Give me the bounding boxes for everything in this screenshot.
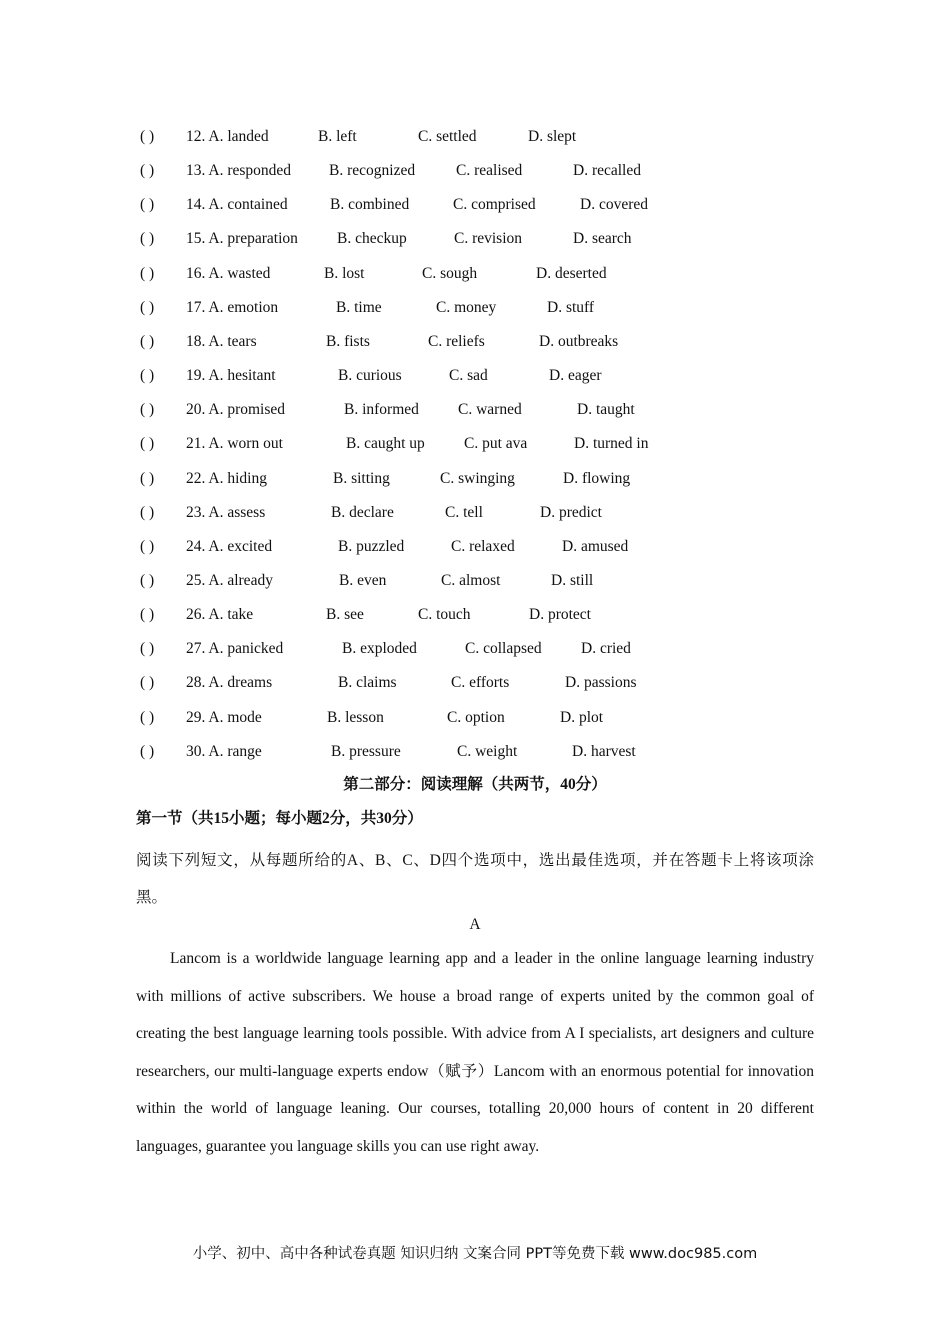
option-d: D. predict: [540, 504, 602, 521]
option-b: B. curious: [338, 367, 402, 384]
option-a: 25. A. already: [186, 572, 273, 589]
option-c: C. put ava: [464, 435, 528, 452]
option-a: 30. A. range: [186, 743, 262, 760]
option-d: D. cried: [581, 640, 631, 657]
option-b: B. caught up: [346, 435, 425, 452]
option-d: D. eager: [549, 367, 602, 384]
answer-blank[interactable]: ( ): [140, 128, 155, 145]
option-c: C. weight: [457, 743, 518, 760]
option-d: D. protect: [529, 606, 591, 623]
answer-blank[interactable]: ( ): [140, 435, 155, 452]
option-b: B. lost: [324, 265, 365, 282]
option-b: B. even: [339, 572, 387, 589]
answer-blank[interactable]: ( ): [140, 606, 155, 623]
option-a: 17. A. emotion: [186, 299, 279, 316]
option-b: B. checkup: [337, 230, 407, 247]
answer-blank[interactable]: ( ): [140, 162, 155, 179]
answer-blank[interactable]: ( ): [140, 470, 155, 487]
option-b: B. fists: [326, 333, 370, 350]
option-c: C. collapsed: [465, 640, 542, 657]
answer-blank[interactable]: ( ): [140, 367, 155, 384]
option-c: C. warned: [458, 401, 522, 418]
option-d: D. taught: [577, 401, 635, 418]
answer-blank[interactable]: ( ): [140, 299, 155, 316]
option-a: 16. A. wasted: [186, 265, 271, 282]
option-d: D. outbreaks: [539, 333, 619, 350]
answer-blank[interactable]: ( ): [140, 504, 155, 521]
option-c: C. money: [436, 299, 497, 316]
option-a: 13. A. responded: [186, 162, 292, 179]
option-a: 18. A. tears: [186, 333, 257, 350]
answer-blank[interactable]: ( ): [140, 401, 155, 418]
option-d: D. amused: [562, 538, 629, 555]
option-d: D. slept: [528, 128, 577, 145]
option-a: 20. A. promised: [186, 401, 286, 418]
option-c: C. touch: [418, 606, 471, 623]
option-d: D. passions: [565, 674, 637, 691]
option-c: C. efforts: [451, 674, 510, 691]
option-c: C. sough: [422, 265, 478, 282]
answer-blank[interactable]: ( ): [140, 572, 155, 589]
answer-blank[interactable]: ( ): [140, 640, 155, 657]
option-b: B. lesson: [327, 709, 384, 726]
option-c: C. settled: [418, 128, 477, 145]
option-d: D. deserted: [536, 265, 607, 282]
answer-blank[interactable]: ( ): [140, 709, 155, 726]
option-a: 26. A. take: [186, 606, 254, 623]
option-d: D. recalled: [573, 162, 641, 179]
subsection-title: 第一节（共15小题；每小题2分，共30分）: [136, 810, 423, 827]
option-b: B. exploded: [342, 640, 417, 657]
option-a: 21. A. worn out: [186, 435, 283, 452]
option-a: 24. A. excited: [186, 538, 273, 555]
option-d: D. flowing: [563, 470, 631, 487]
answer-blank[interactable]: ( ): [140, 265, 155, 282]
option-c: C. swinging: [440, 470, 515, 487]
option-d: D. stuff: [547, 299, 595, 316]
option-a: 29. A. mode: [186, 709, 262, 726]
option-c: C. almost: [441, 572, 501, 589]
answer-blank[interactable]: ( ): [140, 743, 155, 760]
option-d: D. turned in: [574, 435, 649, 452]
option-d: D. covered: [580, 196, 648, 213]
option-b: B. left: [318, 128, 357, 145]
option-a: 28. A. dreams: [186, 674, 273, 691]
option-c: C. tell: [445, 504, 483, 521]
option-a: 14. A. contained: [186, 196, 288, 213]
passage-label: A: [469, 916, 481, 933]
answer-blank[interactable]: ( ): [140, 230, 155, 247]
option-c: C. comprised: [453, 196, 536, 213]
instructions: 阅读下列短文，从每题所给的A、B、C、D四个选项中，选出最佳选项，并在答题卡上将该项涂黑。: [136, 852, 814, 906]
option-b: B. pressure: [331, 743, 401, 760]
answer-blank[interactable]: ( ): [140, 333, 155, 350]
option-c: C. revision: [454, 230, 523, 247]
option-c: C. realised: [456, 162, 523, 179]
answer-blank[interactable]: ( ): [140, 196, 155, 213]
option-d: D. plot: [560, 709, 604, 726]
option-b: B. claims: [338, 674, 397, 691]
option-b: B. informed: [344, 401, 419, 418]
answer-blank[interactable]: ( ): [140, 538, 155, 555]
option-b: B. combined: [330, 196, 410, 213]
option-c: C. option: [447, 709, 505, 726]
option-c: C. sad: [449, 367, 488, 384]
option-b: B. sitting: [333, 470, 390, 487]
option-b: B. time: [336, 299, 382, 316]
option-a: 23. A. assess: [186, 504, 266, 521]
passage-text: Lancom is a worldwide language learning app and a leader in the online language learning industry with millions of active subscribers. We house a broad range of experts united by the common goal of creating the best language learning tools possible. With advice from A I specialists, art designers and culture researchers, our multi-language experts endow（赋予）Lancom with an enormous potential for innovation within the world of language leaning. Our courses, totalling 20,000 hours of content in 20 different languages, guarantee you language skills you can use right away.: [136, 950, 814, 1155]
option-b: B. see: [326, 606, 364, 623]
section-title: 第二部分：阅读理解（共两节，40分）: [343, 776, 607, 793]
option-b: B. recognized: [329, 162, 416, 179]
answer-blank[interactable]: ( ): [140, 674, 155, 691]
option-a: 15. A. preparation: [186, 230, 298, 247]
option-a: 22. A. hiding: [186, 470, 267, 487]
option-d: D. harvest: [572, 743, 636, 760]
option-d: D. still: [551, 572, 594, 589]
option-a: 12. A. landed: [186, 128, 269, 145]
footer-watermark: 小学、初中、高中各种试卷真题 知识归纳 文案合同 PPT等免费下载 www.doc985.com: [192, 1246, 758, 1262]
option-a: 19. A. hesitant: [186, 367, 276, 384]
option-d: D. search: [573, 230, 632, 247]
option-b: B. declare: [331, 504, 394, 521]
option-b: B. puzzled: [338, 538, 405, 555]
option-a: 27. A. panicked: [186, 640, 284, 657]
option-c: C. relaxed: [451, 538, 515, 555]
option-c: C. reliefs: [428, 333, 485, 350]
